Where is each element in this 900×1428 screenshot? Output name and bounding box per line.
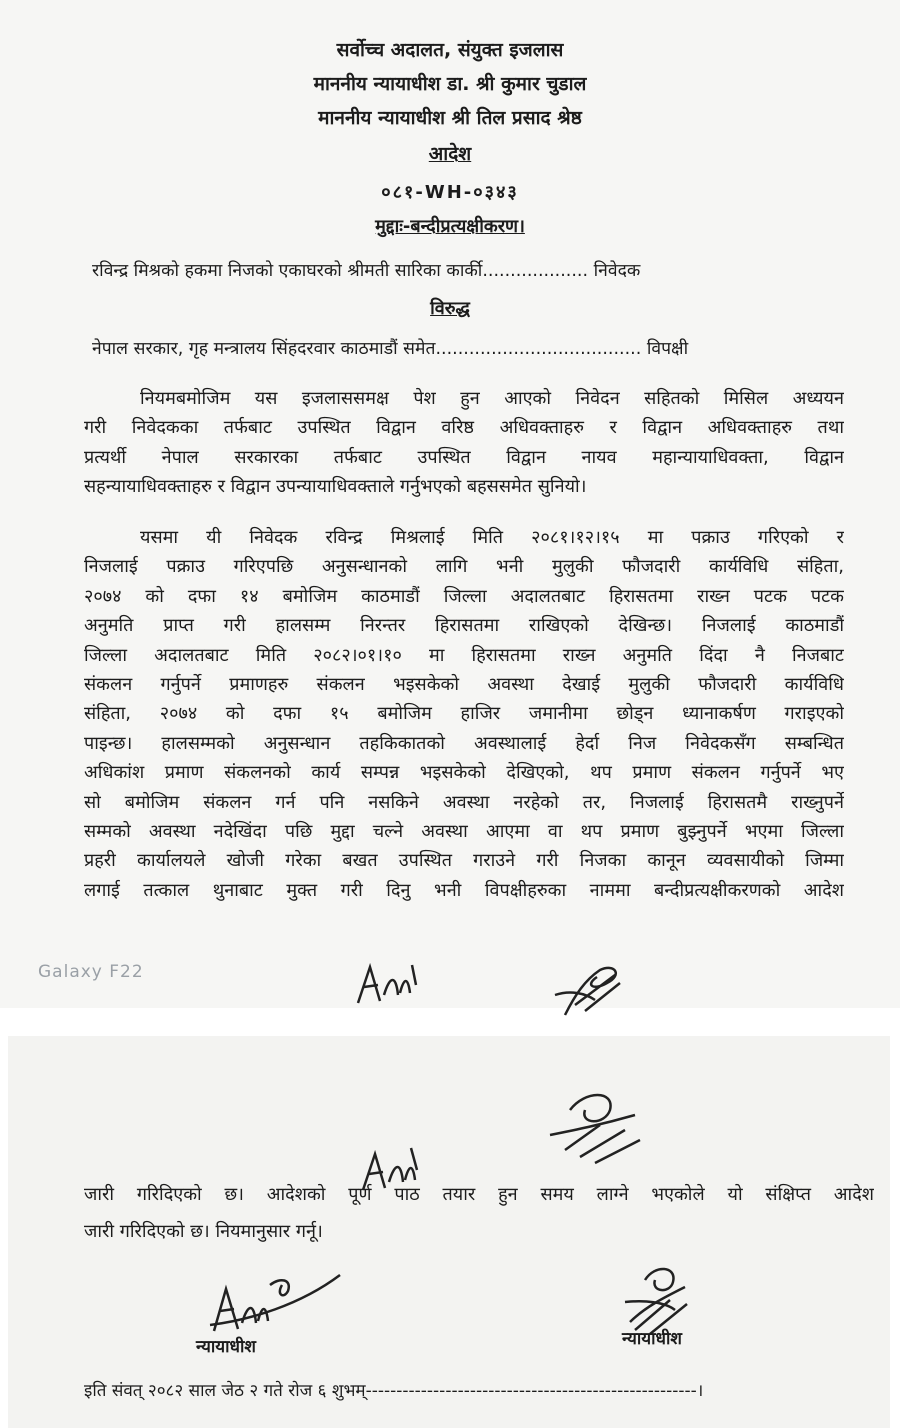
paragraph-line: अधिकांश प्रमाण संकलनको कार्य सम्पन्न भइसकेको देखिएको, थप प्रमाण संकलन गर्नुपर्ने भए	[84, 762, 844, 784]
paragraph-line: संकलन गर्नुपर्ने प्रमाणहरु संकलन भइसकेको अवस्था देखाई मुलुकी फौजदारी कार्यविधि	[84, 673, 844, 695]
signature-one	[350, 955, 430, 1015]
respondent-line: नेपाल सरकार, गृह मन्त्रालय सिंहदरवार काठमाडौं समेत..................................... विपक्षी	[92, 339, 689, 359]
court-name: सर्वोच्च अदालत, संयुक्त इजलास	[336, 39, 564, 61]
paragraph-line: सो बमोजिम संकलन गर्न पनि नसकिने अवस्था नरहेको तर, निजलाई हिरासतमै राख्नुपर्ने	[84, 791, 844, 813]
paragraph-line: संहिता, २०७४ को दफा १५ बमोजिम हाजिर जमानीमा छोड्न ध्यानाकर्षण गराइएको	[84, 703, 844, 725]
page-gap	[0, 1008, 900, 1036]
paragraph-two	[84, 523, 844, 905]
judge-two: माननीय न्यायाधीश श्री तिल प्रसाद श्रेष्ठ	[318, 107, 582, 129]
paragraph-line: लगाई तत्काल थुनाबाट मुक्त गरी दिनु भनी विपक्षीहरुका नाममा बन्दीप्रत्यक्षीकरणको आदेश	[84, 879, 844, 901]
paragraph-line: जिल्ला अदालतबाट मिति २०८२।०१।१० मा हिरासतमा राख्न अनुमति दिंदा नै निजबाट	[84, 644, 844, 666]
versus-label: विरुद्ध	[430, 298, 470, 319]
paragraph-line: जारी गरिदिएको छ। नियमानुसार गर्नू।	[84, 1221, 323, 1243]
camera-watermark: Galaxy F22	[38, 962, 144, 982]
paragraph-one	[84, 384, 844, 502]
paragraph-line: पाइन्छ। हालसम्मको अनुसन्धान तहकिकातको अवस्थालाई हेर्दा निज निवेदकसँग सम्बन्धित	[84, 732, 844, 754]
judge-label-left: न्यायाधीश	[196, 1337, 256, 1357]
paragraph-line: जारी गरिदिएको छ। आदेशको पूर्ण पाठ तयार हुन समय लाग्ने भएकोले यो संक्षिप्त आदेश	[84, 1184, 874, 1205]
date-line: इति संवत् २०८२ साल जेठ २ गते रोज ६ शुभम्------------------------------------------------------।	[84, 1381, 704, 1401]
judge-one: माननीय न्यायाधीश डा. श्री कुमार चुडाल	[313, 73, 587, 95]
paragraph-line: प्रत्यर्थी नेपाल सरकारका तर्फबाट उपस्थित विद्वान नायव महान्यायाधिवक्ता, विद्वान	[84, 446, 844, 468]
paragraph-line: निजलाई पक्राउ गरिएपछि अनुसन्धानको लागि भनी मुलुकी फौजदारी कार्यविधि संहिता,	[84, 556, 844, 578]
signature-three	[540, 1085, 650, 1175]
paragraph-line: प्रहरी कार्यालयले खोजी गरेका बखत उपस्थित गराउने गरी निजका कानून व्यवसायीको जिम्मा	[84, 850, 844, 872]
case-subject: मुद्दाः-बन्दीप्रत्यक्षीकरण।	[375, 216, 525, 237]
signature-five	[200, 1265, 350, 1340]
petitioner-line: रविन्द्र मिश्रको हकमा निजको एकाघरको श्रीमती सारिका कार्की................... निवेदक	[92, 261, 641, 281]
judge-label-right: न्यायाधीश	[622, 1329, 682, 1349]
paragraph-line: यसमा यी निवेदक रविन्द्र मिश्रलाई मिति २०८१।१२।१५ मा पक्राउ गरिएको र	[140, 527, 844, 548]
signature-two	[545, 955, 635, 1025]
paragraph-line: गरी निवेदकका तर्फबाट उपस्थित विद्वान वरिष्ठ अधिवक्ताहरु र विद्वान अधिवक्ताहरु तथा	[84, 417, 844, 439]
paragraph-line: २०७४ को दफा १४ बमोजिम काठमाडौं जिल्ला अदालतबाट हिरासतमा राख्न पटक पटक	[84, 585, 844, 607]
paragraph-line: सम्मको अवस्था नदेखिंदा पछि मुद्दा चल्ने अवस्था आएमा वा थप प्रमाण बुझ्नुपर्ने भएमा जिल्ला	[84, 820, 844, 842]
paragraph-line: सहन्यायाधिवक्ताहरु र विद्वान उपन्यायाधिवक्ताले गर्नुभएको बहससमेत सुनियो।	[84, 476, 587, 498]
paragraph-line: अनुमति प्राप्त गरी हालसम्म निरन्तर हिरासतमा राखिएको देखिन्छ। निजलाई काठमाडौं	[84, 615, 844, 637]
document-type: आदेश	[428, 143, 472, 165]
case-number: ०८१-WH-०३४३	[381, 182, 519, 203]
paragraph-line: नियमबमोजिम यस इजलाससमक्ष पेश हुन आएको निवेदन सहितको मिसिल अध्ययन	[140, 388, 844, 409]
paragraph-three	[84, 1180, 874, 1247]
